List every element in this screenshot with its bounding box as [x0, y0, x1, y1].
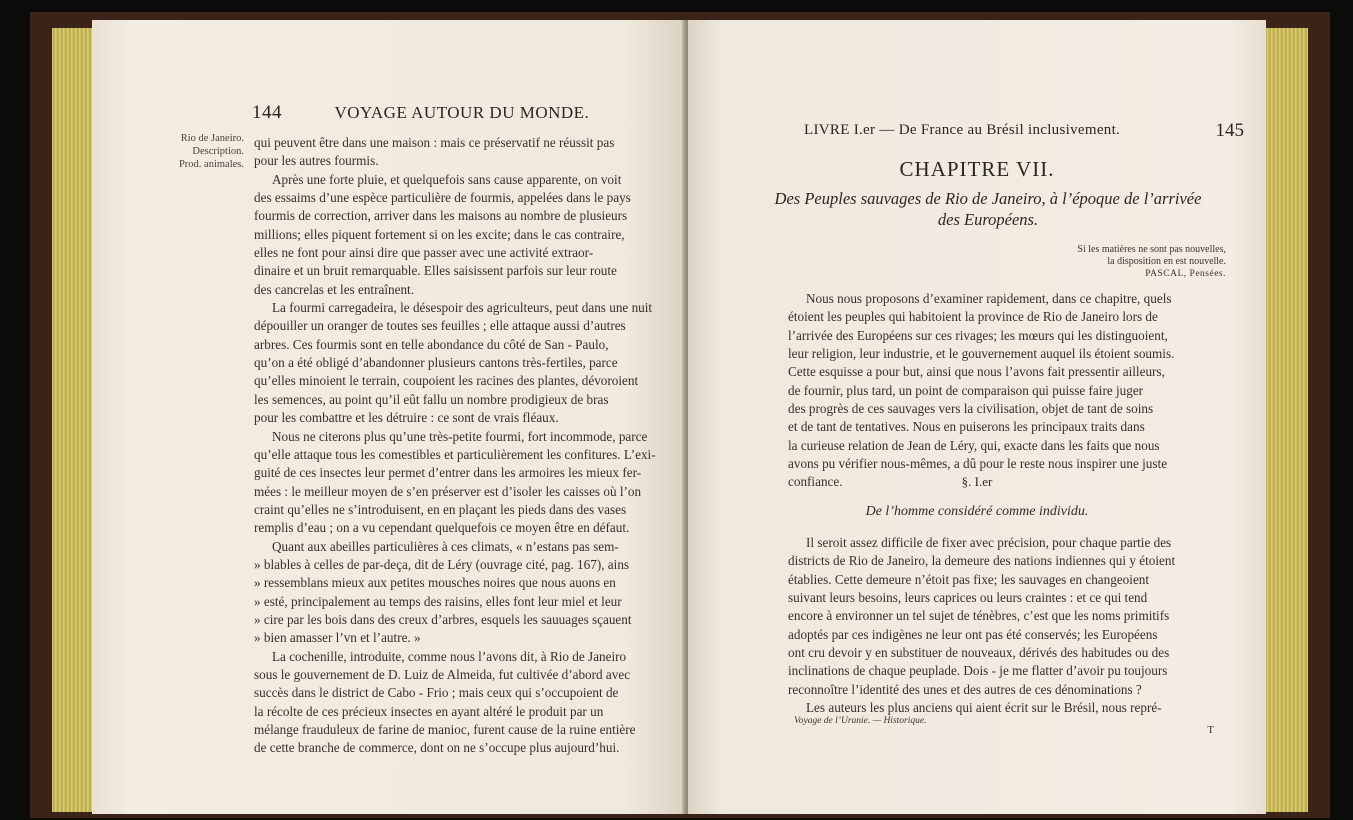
- right-running-head: [804, 122, 1244, 139]
- text-line: établies. Cette demeure n’étoit pas fixe; les sauvages en changeoient: [788, 571, 1150, 587]
- text-line: pour les combattre et les détruire : ce sont de vrais fléaux.: [254, 410, 559, 426]
- text-line: inclinations de chaque peuplade. Dois - je me flatter d’avoir pu toujours: [788, 663, 1168, 679]
- section-title: De l’homme considéré comme individu.: [865, 504, 1089, 519]
- left-body-text: [254, 134, 686, 758]
- text-line: dinaire et un bruit remarquable. Elles saisissent parfois sur leur route: [254, 263, 617, 279]
- section-number: §. I.er: [961, 474, 993, 489]
- text-line: confiance.: [788, 474, 843, 490]
- text-line: » ressemblans mieux aux petites mousches noires que nous auons en: [254, 575, 616, 591]
- text-line: arbres. Ces fourmis sont en telle abondance du côté de San - Paulo,: [254, 336, 609, 352]
- right-page-number: 145: [1215, 120, 1244, 141]
- right-page: [688, 20, 1266, 814]
- margin-note: Rio de Janeiro.: [180, 133, 244, 144]
- epigraph: [1006, 244, 1226, 280]
- text-line: avons pu vérifier nous-mêmes, a dû pour le reste nous inspirer une juste: [788, 456, 1168, 472]
- text-line: remplis d’eau ; on a vu cependant quelquefois ce moyen être en défaut.: [254, 520, 630, 536]
- footer-text: Voyage de l’Uranie. — Historique.: [794, 716, 927, 726]
- text-line: sous le gouvernement de D. Luiz de Almeida, fut cultivée d’abord avec: [254, 666, 631, 682]
- margin-note: Description.: [192, 146, 244, 157]
- subtitle-line: Des Peuples sauvages de Rio de Janeiro, à l’époque de l’arrivée: [774, 189, 1202, 208]
- left-page: [92, 20, 686, 814]
- text-line: les semences, au point qu’il eût fallu un nombre prodigieux de bras: [254, 391, 609, 407]
- text-line: de cette branche de commerce, dont on ne s’occupe plus aujourd’hui.: [254, 740, 620, 756]
- text-line: étoient les peuples qui habitoient la province de Rio de Janeiro lors de: [788, 309, 1158, 325]
- text-line: dépouiller un oranger de toutes ses feuilles ; elle attaque aussi d’autres: [254, 318, 626, 334]
- text-line: la récolte de ces précieux insectes en ayant altéré le produit par un: [254, 703, 604, 719]
- text-line: et de tant de tentatives. Nous en puiserons les principaux traits dans: [788, 419, 1145, 435]
- text-line: Il seroit assez difficile de fixer avec précision, pour chaque partie des: [806, 535, 1172, 550]
- right-page-edges: [1264, 28, 1308, 812]
- text-line: Nous nous proposons d’examiner rapidement, dans ce chapitre, quels: [806, 291, 1172, 306]
- text-line: mées : le meilleur moyen de s’en préserver est d’isoler les caisses où l’on: [254, 483, 642, 499]
- epigraph-line: la disposition en est nouvelle.: [1107, 256, 1226, 267]
- subtitle-line: des Européens.: [937, 210, 1039, 229]
- text-line: qui peuvent être dans une maison : mais ce préservatif ne réussit pas: [254, 135, 615, 150]
- text-line: Quant aux abeilles particulières à ces climats, « n’estans pas sem-: [272, 538, 619, 554]
- epigraph-line: Si les matières ne sont pas nouvelles,: [1077, 244, 1226, 255]
- right-running-title: LIVRE I.er — De France au Brésil inclusivement.: [804, 122, 1121, 138]
- text-line: la curieuse relation de Jean de Léry, qui, exacte dans les faits que nous: [788, 437, 1160, 453]
- text-line: encore à environner un tel sujet de ténèbres, c’est que les noms primitifs: [788, 608, 1170, 624]
- text-line: craint qu’elles ne s’introduisent, en en plaçant les pieds dans des vases: [254, 501, 627, 517]
- left-running-title: VOYAGE AUTOUR DU MONDE.: [334, 103, 590, 122]
- text-line: suivant leurs besoins, leurs caprices ou leurs craintes : et ce qui tend: [788, 590, 1148, 606]
- text-line: pour les autres fourmis.: [254, 153, 379, 169]
- text-line: » cire par les bois dans des creux d’arbres, esquels les sauuages sçauent: [254, 611, 632, 627]
- epigraph-attribution: PASCAL, Pensées.: [1145, 269, 1226, 279]
- text-line: Les auteurs les plus anciens qui aient écrit sur le Brésil, nous repré-: [806, 700, 1162, 716]
- chapter-subtitle: [728, 188, 1248, 230]
- text-line: Nous ne citerons plus qu’une très-petite fourmi, fort incommode, parce: [272, 428, 648, 444]
- text-line: qu’on a été obligé d’abandonner plusieurs cantons très-fertiles, parce: [254, 355, 618, 371]
- text-line: succès dans le district de Cabo - Frio ; mais ceux qui s’occupoient de: [254, 685, 619, 701]
- margin-notes: [172, 132, 244, 171]
- text-line: » bien amasser l’vn et l’autre. »: [254, 630, 421, 646]
- text-line: » esté, principalement au temps des raisins, elles font leur miel et leur: [254, 593, 622, 609]
- text-line: des essaims d’une espèce particulière de fourmis, appelées dans le pays: [254, 190, 631, 206]
- text-line: districts de Rio de Janeiro, la demeure des nations indiennes qui y étoient: [788, 553, 1176, 569]
- text-line: l’arrivée des Européens sur ces rivages; les mœurs qui les distinguoient,: [788, 327, 1168, 343]
- text-line: mélange frauduleux de farine de manioc, furent cause de la ruine entière: [254, 722, 636, 737]
- text-line: Après une forte pluie, et quelquefois sans cause apparente, on voit: [272, 171, 622, 187]
- text-line: qu’elles minoient le terrain, coupoient les racines des plantes, dévoroient: [254, 373, 639, 389]
- left-page-number: 144: [252, 102, 282, 123]
- text-line: millions; elles piquent fortement si on les excite; dans le cas contraire,: [254, 226, 625, 242]
- text-line: La fourmi carregadeira, le désespoir des agriculteurs, peut dans une nuit: [272, 300, 653, 316]
- text-line: de fournir, plus tard, un point de comparaison qui puisse faire juger: [788, 382, 1144, 398]
- right-body-text-section: [788, 534, 1230, 717]
- right-body-text-intro: [788, 290, 1230, 492]
- signature-mark: T: [1207, 724, 1214, 736]
- text-line: La cochenille, introduite, comme nous l’avons dit, à Rio de Janeiro: [272, 648, 627, 664]
- chapter-heading: CHAPITRE VII.: [899, 157, 1055, 181]
- text-line: elles ne font pour ainsi dire que passer avec une activité extraor-: [254, 245, 594, 261]
- text-line: » blables à celles de par-deça, dit de Léry (ouvrage cité, pag. 167), ains: [254, 556, 630, 572]
- text-line: des cancrelas et les entraînent.: [254, 281, 415, 297]
- text-line: ont cru devoir y en substituer de nouveaux, dérivés des habitudes ou des: [788, 645, 1170, 661]
- text-line: guité de ces insectes leur permet d’entrer dans les armoires les mieux fer-: [254, 465, 642, 481]
- margin-note: Prod. animales.: [178, 159, 244, 170]
- text-line: des progrès de ces sauvages vers la civilisation, objet de tant de soins: [788, 401, 1154, 417]
- left-running-head: [252, 102, 589, 124]
- left-page-edges: [52, 28, 96, 812]
- text-line: fourmis de correction, arriver dans les maisons au nombre de plusieurs: [254, 208, 628, 224]
- text-line: reconnoître l’identité des unes et des autres de ces dénominations ?: [788, 681, 1142, 697]
- text-line: qu’elle attaque tous les comestibles et particulièrement les confitures. L’exi-: [254, 446, 656, 462]
- text-line: adoptés par ces indigènes ne leur ont pas été conservés; les Européens: [788, 626, 1158, 642]
- page-footer: [794, 716, 1214, 736]
- text-line: Cette esquisse a pour but, ainsi que nous l’avons fait pressentir ailleurs,: [788, 364, 1165, 380]
- text-line: leur religion, leur industrie, et le gouvernement auquel ils étoient soumis.: [788, 346, 1175, 362]
- open-book: [30, 12, 1330, 818]
